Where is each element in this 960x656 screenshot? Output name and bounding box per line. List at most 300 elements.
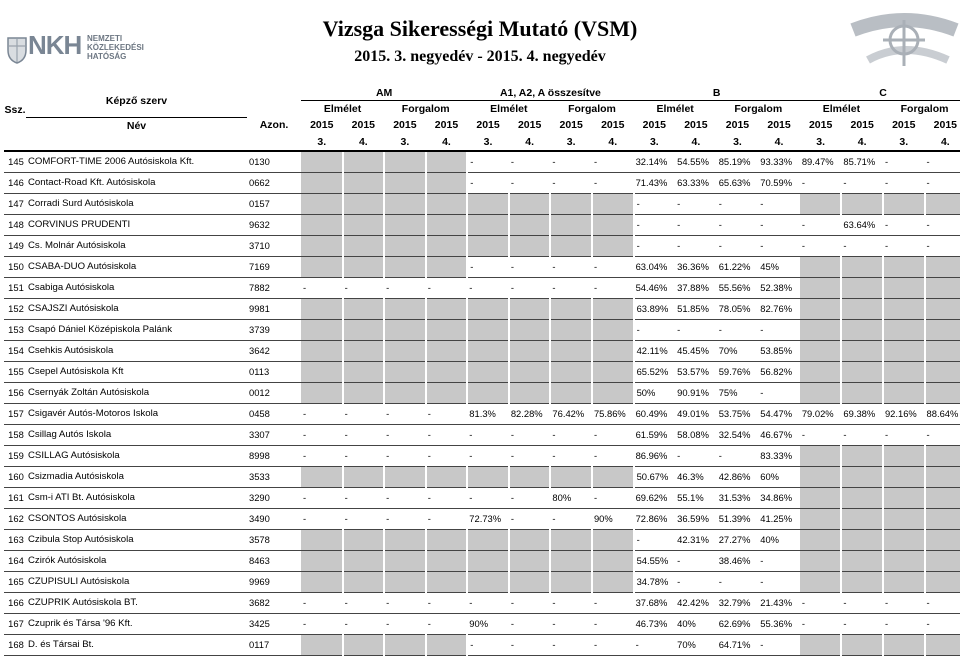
empty-cell [592, 466, 634, 487]
col-kepzo: Képző szerv [26, 86, 247, 117]
empty-cell [550, 235, 592, 256]
value-cell: - [675, 550, 717, 571]
empty-cell [384, 235, 426, 256]
value-cell: 61.22% [717, 256, 759, 277]
value-cell: - [301, 592, 343, 613]
empty-cell [384, 634, 426, 655]
empty-cell [550, 340, 592, 361]
value-cell: - [675, 319, 717, 340]
school-id: 3533 [247, 466, 301, 487]
value-cell: - [634, 319, 676, 340]
row-number: 168 [4, 634, 26, 655]
subheader-elmelet: Elmélet [490, 103, 528, 115]
school-name: CSAJSZI Autósiskola [26, 298, 247, 319]
empty-cell [592, 529, 634, 550]
value-cell: - [925, 235, 960, 256]
value-cell: 42.11% [634, 340, 676, 361]
value-cell: 54.46% [634, 277, 676, 298]
value-cell: 55.56% [717, 277, 759, 298]
page-title: Vizsga Sikerességi Mutató (VSM) [322, 16, 638, 41]
empty-cell [426, 529, 468, 550]
value-cell: - [384, 445, 426, 466]
value-cell: - [384, 403, 426, 424]
value-cell: - [841, 424, 883, 445]
empty-cell [426, 319, 468, 340]
empty-cell [841, 193, 883, 214]
empty-cell [550, 382, 592, 403]
page-subtitle: 2015. 3. negyedév - 2015. 4. negyedév [354, 48, 606, 65]
value-cell: 58.08% [675, 424, 717, 445]
empty-cell [301, 361, 343, 382]
empty-cell [592, 193, 634, 214]
empty-cell [384, 298, 426, 319]
value-cell: 32.79% [717, 592, 759, 613]
value-cell: - [883, 424, 925, 445]
value-cell: - [467, 424, 509, 445]
subheader-forgalom: Forgalom [401, 103, 450, 115]
empty-cell [925, 256, 960, 277]
empty-cell [883, 319, 925, 340]
value-cell: 72.86% [634, 508, 676, 529]
value-cell: 32.14% [634, 151, 676, 173]
quarter-header: 3. [800, 134, 842, 151]
empty-cell [301, 466, 343, 487]
year-header: 2015 [434, 119, 459, 132]
value-cell: 46.3% [675, 466, 717, 487]
quarter-header: 4. [758, 134, 800, 151]
table-row [4, 487, 960, 508]
row-number: 145 [4, 151, 26, 173]
value-cell: 70% [717, 340, 759, 361]
school-id: 0117 [247, 634, 301, 655]
empty-cell [426, 550, 468, 571]
school-name: Csizmadia Autósiskola [26, 466, 247, 487]
value-cell: - [634, 529, 676, 550]
value-cell: 86.96% [634, 445, 676, 466]
year-header: 2015 [725, 119, 750, 132]
empty-cell [800, 298, 842, 319]
school-name: CSABA-DUO Autósiskola [26, 256, 247, 277]
school-name: Czibula Stop Autósiskola [26, 529, 247, 550]
empty-cell [467, 550, 509, 571]
value-cell: - [343, 613, 385, 634]
value-cell: 76.42% [550, 403, 592, 424]
empty-cell [841, 634, 883, 655]
table-row [4, 445, 960, 466]
row-number: 163 [4, 529, 26, 550]
school-id: 0662 [247, 172, 301, 193]
empty-cell [301, 340, 343, 361]
school-id: 8463 [247, 550, 301, 571]
value-cell: 53.75% [717, 403, 759, 424]
value-cell: 49.01% [675, 403, 717, 424]
value-cell: - [592, 634, 634, 655]
empty-cell [426, 151, 468, 173]
value-cell: - [841, 172, 883, 193]
quarter-header: 3. [634, 134, 676, 151]
value-cell: - [509, 424, 551, 445]
school-name: Csm-i ATI Bt. Autósiskola [26, 487, 247, 508]
value-cell: - [675, 214, 717, 235]
logo-line-2: KÖZLEKEDÉSI [87, 43, 144, 52]
value-cell: - [384, 592, 426, 613]
empty-cell [343, 298, 385, 319]
empty-cell [426, 256, 468, 277]
empty-cell [800, 508, 842, 529]
empty-cell [550, 319, 592, 340]
year-header: 2015 [559, 119, 583, 132]
value-cell: 45.45% [675, 340, 717, 361]
empty-cell [343, 193, 385, 214]
empty-cell [301, 172, 343, 193]
empty-cell [925, 550, 960, 571]
empty-cell [592, 571, 634, 592]
row-number: 157 [4, 403, 26, 424]
value-cell: - [592, 151, 634, 173]
school-name: CSILLAG Autósiskola [26, 445, 247, 466]
school-id: 0157 [247, 193, 301, 214]
value-cell: - [509, 592, 551, 613]
value-cell: - [675, 193, 717, 214]
value-cell: - [592, 256, 634, 277]
value-cell: 71.43% [634, 172, 676, 193]
value-cell: 51.85% [675, 298, 717, 319]
value-cell: - [634, 634, 676, 655]
value-cell: 55.1% [675, 487, 717, 508]
empty-cell [592, 361, 634, 382]
value-cell: - [301, 613, 343, 634]
empty-cell [426, 466, 468, 487]
value-cell: - [426, 592, 468, 613]
value-cell: 85.71% [841, 151, 883, 173]
value-cell: 46.73% [634, 613, 676, 634]
empty-cell [426, 235, 468, 256]
school-id: 3578 [247, 529, 301, 550]
row-number: 161 [4, 487, 26, 508]
quarter-header: 3. [717, 134, 759, 151]
empty-cell [841, 382, 883, 403]
value-cell: 82.28% [509, 403, 551, 424]
value-cell: - [841, 592, 883, 613]
value-cell: - [301, 424, 343, 445]
empty-cell [841, 340, 883, 361]
subheader-elmelet: Elmélet [323, 103, 362, 115]
empty-cell [384, 214, 426, 235]
value-cell: - [634, 193, 676, 214]
value-cell: 93.33% [758, 151, 800, 173]
vsm-table [4, 86, 960, 656]
value-cell: - [467, 172, 509, 193]
empty-cell [883, 487, 925, 508]
empty-cell [841, 256, 883, 277]
table-row [4, 361, 960, 382]
row-number: 159 [4, 445, 26, 466]
value-cell: - [717, 193, 759, 214]
empty-cell [800, 550, 842, 571]
row-number: 158 [4, 424, 26, 445]
empty-cell [925, 298, 960, 319]
school-id: 7169 [247, 256, 301, 277]
school-id: 3682 [247, 592, 301, 613]
empty-cell [343, 634, 385, 655]
empty-cell [301, 214, 343, 235]
empty-cell [883, 466, 925, 487]
empty-cell [301, 550, 343, 571]
value-cell: - [800, 235, 842, 256]
subheader-forgalom: Forgalom [568, 103, 616, 115]
school-id: 3307 [247, 424, 301, 445]
value-cell: - [883, 172, 925, 193]
value-cell: 82.76% [758, 298, 800, 319]
empty-cell [592, 235, 634, 256]
empty-cell [426, 298, 468, 319]
value-cell: 70.59% [758, 172, 800, 193]
value-cell: - [426, 277, 468, 298]
table-row [4, 466, 960, 487]
empty-cell [841, 319, 883, 340]
value-cell: - [301, 487, 343, 508]
table-row [4, 298, 960, 319]
value-cell: - [717, 571, 759, 592]
empty-cell [841, 487, 883, 508]
table-row [4, 550, 960, 571]
table-row [4, 193, 960, 214]
school-name: Cs. Molnár Autósiskola [26, 235, 247, 256]
empty-cell [925, 529, 960, 550]
empty-cell [467, 340, 509, 361]
empty-cell [301, 634, 343, 655]
school-name: CORVINUS PRUDENTI [26, 214, 247, 235]
school-id: 3490 [247, 508, 301, 529]
empty-cell [592, 298, 634, 319]
empty-cell [343, 151, 385, 173]
value-cell: - [509, 172, 551, 193]
table-row [4, 172, 960, 193]
empty-cell [550, 550, 592, 571]
value-cell: - [758, 634, 800, 655]
empty-cell [925, 193, 960, 214]
empty-cell [426, 634, 468, 655]
table-row [4, 382, 960, 403]
empty-cell [426, 340, 468, 361]
empty-cell [384, 571, 426, 592]
empty-cell [800, 466, 842, 487]
school-id: 3425 [247, 613, 301, 634]
empty-cell [592, 214, 634, 235]
empty-cell [467, 214, 509, 235]
row-number: 153 [4, 319, 26, 340]
empty-cell [925, 634, 960, 655]
value-cell: 46.67% [758, 424, 800, 445]
value-cell: - [467, 445, 509, 466]
empty-cell [384, 172, 426, 193]
value-cell: 90% [467, 613, 509, 634]
value-cell: - [426, 508, 468, 529]
value-cell: - [509, 151, 551, 173]
value-cell: - [800, 172, 842, 193]
empty-cell [509, 214, 551, 235]
value-cell: - [509, 445, 551, 466]
empty-cell [883, 256, 925, 277]
empty-cell [467, 466, 509, 487]
value-cell: 90.91% [675, 382, 717, 403]
empty-cell [384, 466, 426, 487]
empty-cell [426, 382, 468, 403]
year-header: 2015 [892, 119, 916, 132]
school-id: 3290 [247, 487, 301, 508]
year-header: 2015 [517, 119, 542, 132]
value-cell: - [883, 592, 925, 613]
value-cell: - [592, 424, 634, 445]
value-cell: - [384, 424, 426, 445]
value-cell: 41.25% [758, 508, 800, 529]
year-header: 2015 [933, 119, 957, 132]
empty-cell [343, 529, 385, 550]
value-cell: - [758, 193, 800, 214]
value-cell: - [717, 445, 759, 466]
value-cell: - [426, 487, 468, 508]
value-cell: - [550, 151, 592, 173]
empty-cell [384, 361, 426, 382]
col-nev: Név [126, 119, 147, 132]
value-cell: - [800, 214, 842, 235]
value-cell: 65.63% [717, 172, 759, 193]
value-cell: - [883, 214, 925, 235]
empty-cell [301, 256, 343, 277]
table-row [4, 529, 960, 550]
value-cell: 50.67% [634, 466, 676, 487]
empty-cell [426, 361, 468, 382]
empty-cell [426, 571, 468, 592]
subheader-forgalom: Forgalom [734, 103, 783, 115]
school-name: Czuprik és Társa '96 Kft. [26, 613, 247, 634]
value-cell: - [841, 235, 883, 256]
empty-cell [592, 319, 634, 340]
table-row [4, 151, 960, 173]
empty-cell [841, 445, 883, 466]
value-cell: 37.88% [675, 277, 717, 298]
value-cell: 21.43% [758, 592, 800, 613]
value-cell: - [717, 235, 759, 256]
value-cell: - [592, 487, 634, 508]
quarter-header: 4. [925, 134, 960, 151]
value-cell: 45% [758, 256, 800, 277]
value-cell: - [592, 277, 634, 298]
empty-cell [550, 361, 592, 382]
empty-cell [841, 550, 883, 571]
value-cell: - [343, 508, 385, 529]
row-number: 162 [4, 508, 26, 529]
school-id: 0458 [247, 403, 301, 424]
group-c: C [800, 86, 960, 101]
row-number: 154 [4, 340, 26, 361]
quarter-header: 3. [550, 134, 592, 151]
empty-cell [384, 550, 426, 571]
school-id: 9981 [247, 298, 301, 319]
value-cell: 34.86% [758, 487, 800, 508]
year-header: 2015 [476, 119, 500, 132]
value-cell: - [758, 382, 800, 403]
empty-cell [800, 193, 842, 214]
value-cell: 42.86% [717, 466, 759, 487]
value-cell: - [550, 277, 592, 298]
empty-cell [841, 508, 883, 529]
empty-cell [800, 529, 842, 550]
empty-cell [800, 634, 842, 655]
value-cell: - [925, 613, 960, 634]
value-cell: 89.47% [800, 151, 842, 173]
row-number: 165 [4, 571, 26, 592]
value-cell: - [426, 424, 468, 445]
empty-cell [384, 193, 426, 214]
table-row [4, 424, 960, 445]
empty-cell [509, 298, 551, 319]
school-name: D. és Társai Bt. [26, 634, 247, 655]
value-cell: 40% [675, 613, 717, 634]
decorative-rail-icon [848, 0, 960, 84]
empty-cell [550, 529, 592, 550]
value-cell: - [550, 592, 592, 613]
empty-cell [301, 382, 343, 403]
table-row [4, 256, 960, 277]
empty-cell [883, 508, 925, 529]
value-cell: - [800, 424, 842, 445]
school-name: CZUPRIK Autósiskola BT. [26, 592, 247, 613]
empty-cell [800, 319, 842, 340]
value-cell: 72.73% [467, 508, 509, 529]
empty-cell [925, 319, 960, 340]
empty-cell [800, 382, 842, 403]
value-cell: 32.54% [717, 424, 759, 445]
value-cell: 81.3% [467, 403, 509, 424]
subheader-elmelet: Elmélet [822, 103, 861, 115]
quarter-header: 3. [384, 134, 426, 151]
empty-cell [592, 382, 634, 403]
value-cell: 92.16% [883, 403, 925, 424]
value-cell: - [550, 613, 592, 634]
empty-cell [301, 529, 343, 550]
value-cell: 54.55% [634, 550, 676, 571]
value-cell: - [925, 214, 960, 235]
value-cell: 55.36% [758, 613, 800, 634]
value-cell: - [384, 277, 426, 298]
school-name: Csehkis Autósiskola [26, 340, 247, 361]
year-header: 2015 [601, 119, 625, 132]
value-cell: - [758, 214, 800, 235]
empty-cell [883, 298, 925, 319]
empty-cell [925, 508, 960, 529]
school-name: Csernyák Zoltán Autósiskola [26, 382, 247, 403]
value-cell: 56.82% [758, 361, 800, 382]
value-cell: - [426, 403, 468, 424]
school-id: 7882 [247, 277, 301, 298]
school-name: Csigavér Autós-Motoros Iskola [26, 403, 247, 424]
school-id: 8998 [247, 445, 301, 466]
value-cell: 31.53% [717, 487, 759, 508]
empty-cell [841, 466, 883, 487]
value-cell: 69.62% [634, 487, 676, 508]
empty-cell [343, 256, 385, 277]
empty-cell [301, 571, 343, 592]
table-row [4, 403, 960, 424]
table-row [4, 214, 960, 235]
school-name: CZUPISULI Autósiskola [26, 571, 247, 592]
value-cell: - [717, 214, 759, 235]
value-cell: 59.76% [717, 361, 759, 382]
empty-cell [426, 172, 468, 193]
value-cell: 65.52% [634, 361, 676, 382]
value-cell: - [758, 550, 800, 571]
